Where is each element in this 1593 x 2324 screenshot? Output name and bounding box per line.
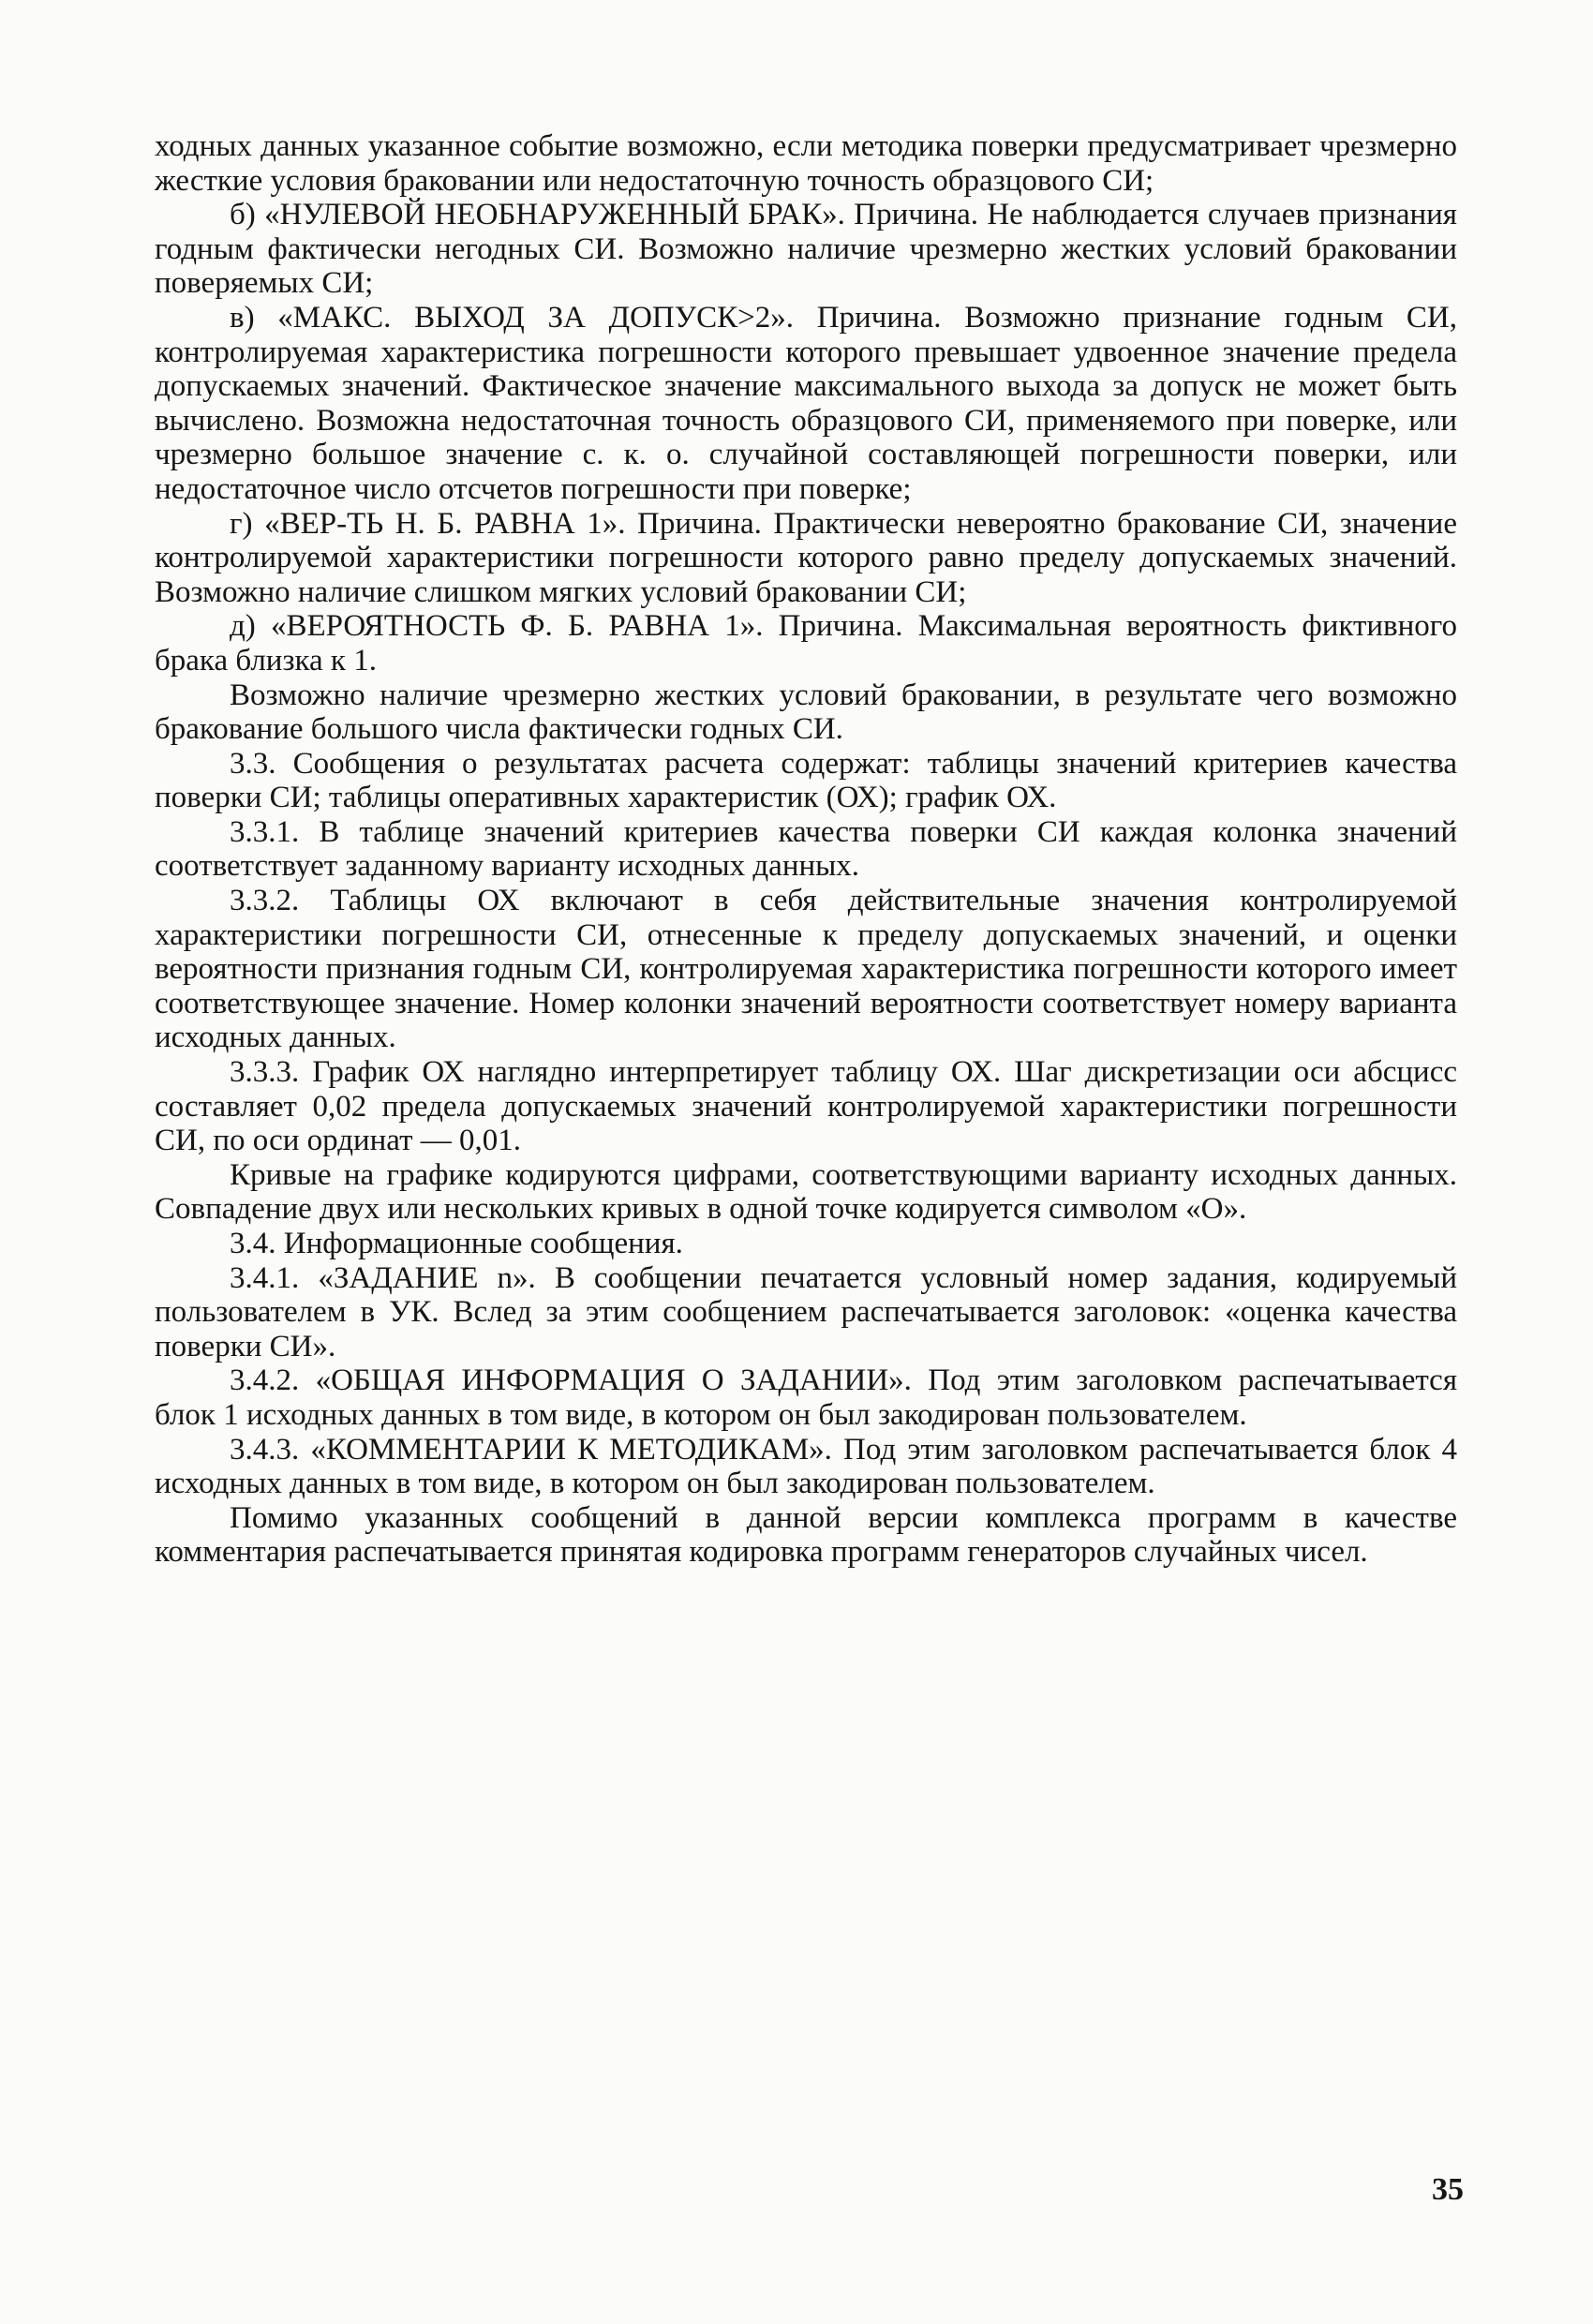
paragraph-3-3-3: 3.3.3. График ОХ наглядно интерпретирует таблицу ОХ. Шаг дискретизации оси абсцисс составляет 0,02 предела допускаемых значений контролируемой характеристики погрешности СИ, по оси ординат — 0,01. — [155, 1055, 1457, 1158]
paragraph-3-3-2: 3.3.2. Таблицы ОХ включают в себя действительные значения контролируемой характеристики погрешности СИ, отнесенные к пределу допускаемых значений, и оценки вероятности признания годным СИ, контролируемая характеристика погрешности которого имеет соответствующее значение. Номер колонки значений вероятности соответствует номеру варианта исходных данных. — [155, 884, 1457, 1055]
paragraph-item-d: д) «ВЕРОЯТНОСТЬ Ф. Б. РАВНА 1». Причина. Максимальная вероятность фиктивного брака близка к 1. — [155, 609, 1457, 678]
paragraph-3-4-2: 3.4.2. «ОБЩАЯ ИНФОРМАЦИЯ О ЗАДАНИИ». Под этим заголовком распечатывается блок 1 исходных данных в том виде, в котором он был закодирован пользователем. — [155, 1363, 1457, 1432]
paragraph-closing: Помимо указанных сообщений в данной версии комплекса программ в качестве комментария распечатывается принятая кодировка программ генераторов случайных чисел. — [155, 1500, 1457, 1570]
paragraph-item-g: г) «ВЕР-ТЬ Н. Б. РАВНА 1». Причина. Практически невероятно бракование СИ, значение контролируемой характеристики погрешности которого равно пределу допускаемых значений. Возможно наличие слишком мягких условий браковании СИ; — [155, 506, 1457, 609]
paragraph-3-4-1: 3.4.1. «ЗАДАНИЕ n». В сообщении печатается условный номер задания, кодируемый пользователем в УК. Вслед за этим сообщением распечатывается заголовок: «оценка качества поверки СИ». — [155, 1260, 1457, 1363]
paragraph-note: Возможно наличие чрезмерно жестких условий браковании, в результате чего возможно бракование большого числа фактически годных СИ. — [155, 678, 1457, 747]
page-number: 35 — [1432, 2172, 1464, 2207]
paragraph-item-v: в) «МАКС. ВЫХОД ЗА ДОПУСК>2». Причина. Возможно признание годным СИ, контролируемая характеристика погрешности которого превышает удвоенное значение предела допускаемых значений. Фактическое значение максимального выхода за допуск не может быть вычислено. Возможна недостаточная точность образцового СИ, применяемого при поверке, или чрезмерно большое значение с. к. о. случайной составляющей погрешности поверки, или недостаточное число отсчетов погрешности при поверке; — [155, 300, 1457, 506]
paragraph-3-4-3: 3.4.3. «КОММЕНТАРИИ К МЕТОДИКАМ». Под этим заголовком распечатывается блок 4 исходных данных в том виде, в котором он был закодирован пользователем. — [155, 1432, 1457, 1501]
paragraph-3-4: 3.4. Информационные сообщения. — [230, 1227, 683, 1260]
paragraph-3-3: 3.3. Сообщения о результатах расчета содержат: таблицы значений критериев качества поверки СИ; таблицы оперативных характеристик (ОХ); график ОХ. — [155, 746, 1457, 815]
paragraph-3-3-1: 3.3.1. В таблице значений критериев качества поверки СИ каждая колонка значений соответствует заданному варианту исходных данных. — [155, 814, 1457, 884]
paragraph-curves: Кривые на графике кодируются цифрами, соответствующими варианту исходных данных. Совпадение двух или нескольких кривых в одной точке кодируется символом «О». — [155, 1157, 1457, 1227]
paragraph-item-b: б) «НУЛЕВОЙ НЕОБНАРУЖЕННЫЙ БРАК». Причина. Не наблюдается случаев признания годным фактически негодных СИ. Возможно наличие чрезмерно жестких условий браковании поверяемых СИ; — [155, 198, 1457, 301]
paragraph-continuation: ходных данных указанное событие возможно, если методика поверки предусматривает чрезмерно жесткие условия браковании или недостаточную точность образцового СИ; — [155, 129, 1457, 198]
body-text — [155, 129, 1457, 1570]
